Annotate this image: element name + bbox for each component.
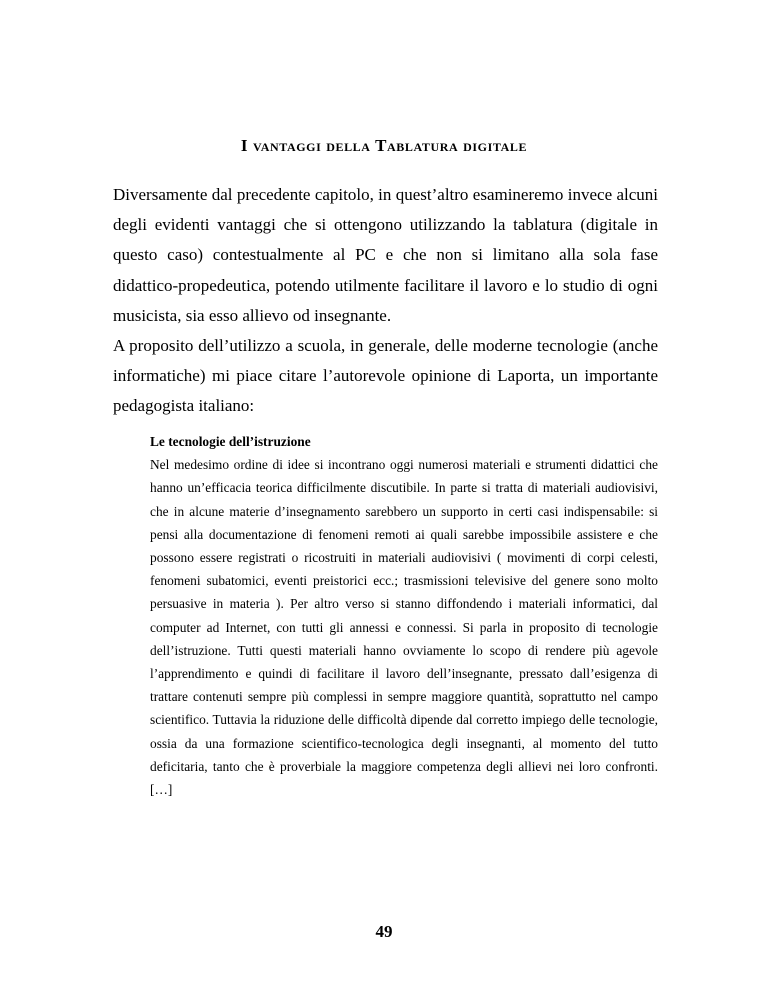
quote-heading: Le tecnologie dell’istruzione [150,434,311,449]
quote-body: Nel medesimo ordine di idee si incontrano oggi numerosi materiali e strumenti didattici che hanno un’efficacia teorica difficilmente discutibile. In parte si tratta di materiali audiovisivi, che in alcune materie d’insegnamento sarebbero un supporto in certi casi indispensabile: si pensi alla documentazione di fenomeni remoti ai quali sarebbe impossibile assistere e che possono essere registrati o ricostruiti in materiali audiovisivi ( movimenti di corpi celesti, fenomeni subatomici, eventi preistorici ecc.; trasmissioni televisive del genere sono molto persuasive in materia ). Per altro verso si stanno diffondendo i materiali informatici, dal computer ad Internet, con tutti gli annessi e connessi. Si parla in proposito di tecnologie dell’istruzione. Tutti questi materiali hanno ovviamente lo scopo di rendere più agevole l’apprendimento e quindi di facilitare il lavoro dell’insegnante, pressato dall’esigenza di trattare contenuti sempre più complessi in sempre maggiore quantità, soprattutto nel campo scientifico. Tuttavia la riduzione delle difficoltà dipende dal corretto impiego delle tecnologie, ossia da una formazione scientifico-tecnologica degli insegnanti, al momento del tutto deficitaria, tanto che è proverbiale la maggiore competenza degli allievi nei loro confronti. […] [150,457,658,798]
chapter-title: I vantaggi della Tablatura digitale [240,136,528,155]
body-text [113,180,658,422]
block-quote [150,430,658,801]
body-paragraph-2: A proposito dell’utilizzo a scuola, in generale, delle moderne tecnologie (anche informatiche) mi piace citare l’autorevole opinione di Laporta, un importante pedagogista italiano: [113,336,658,416]
page-number: 49 [375,922,393,941]
body-paragraph-1: Diversamente dal precedente capitolo, in quest’altro esamineremo invece alcuni degli evidenti vantaggi che si ottengono utilizzando la tablatura (digitale in questo caso) contestualmente al PC e che non si limitano alla sola fase didattico-propedeutica, potendo utilmente facilitare il lavoro e lo studio di ogni musicista, sia esso allievo od insegnante. [113,185,658,325]
